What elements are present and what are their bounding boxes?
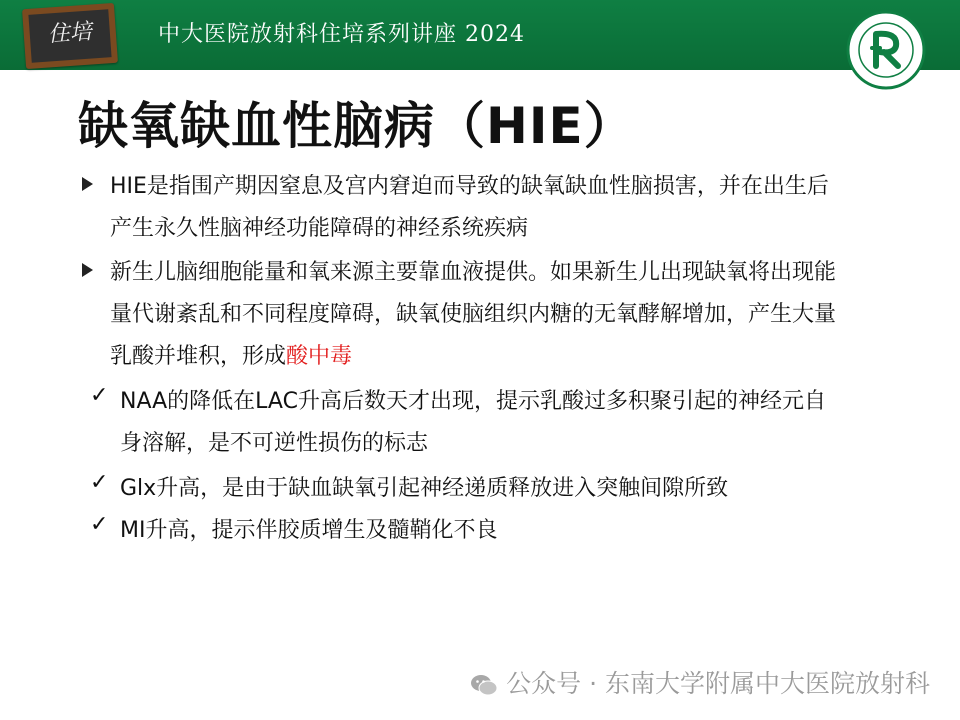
- bullet-arrow-icon: [82, 263, 93, 277]
- checkmark-icon: ✓: [90, 470, 109, 495]
- checkmark-icon: ✓: [90, 383, 109, 408]
- check-1-line-1: NAA的降低在LAC升高后数天才出现，提示乳酸过多积聚引起的神经元自: [120, 389, 826, 414]
- badge-text: 住培: [46, 19, 93, 48]
- bullet-1-line-1: HIE是指围产期因窒息及宫内窘迫而导致的缺氧缺血性脑损害，并在出生后: [110, 174, 829, 199]
- bullet-2-line-2: 量代谢紊乱和不同程度障碍，缺氧使脑组织内糖的无氧酵解增加，产生大量: [110, 302, 837, 327]
- check-2-line-1: Glx升高，是由于缺血缺氧引起神经递质释放进入突触间隙所致: [120, 476, 729, 501]
- bullet-arrow-icon: [82, 177, 93, 191]
- bullet-2-line-1: 新生儿脑细胞能量和氧来源主要靠血液提供。如果新生儿出现缺氧将出现能: [110, 260, 837, 285]
- bullet-1-line-2: 产生永久性脑神经功能障碍的神经系统疾病: [110, 216, 529, 241]
- checkmark-icon: ✓: [90, 512, 109, 537]
- watermark-text: 公众号 · 东南大学附属中大医院放射科: [506, 669, 930, 698]
- bullet-2-line-3-text: 乳酸并堆积，形成: [110, 344, 287, 369]
- hospital-logo-icon: [846, 10, 926, 90]
- bullet-2-line-3: [110, 339, 352, 370]
- series-title: 中大医院放射科住培系列讲座 2024: [158, 22, 525, 47]
- slide-title: 缺氧缺血性脑病（HIE）: [78, 97, 635, 155]
- highlight-acidosis: 酸中毒: [286, 344, 353, 369]
- check-3-line-1: MI升高，提示伴胶质增生及髓鞘化不良: [120, 518, 498, 543]
- watermark: [470, 664, 930, 700]
- check-1-line-2: 身溶解，是不可逆性损伤的标志: [120, 431, 429, 456]
- chalkboard-badge: [22, 3, 118, 69]
- header-bar: [0, 0, 960, 70]
- wechat-icon: [470, 674, 498, 696]
